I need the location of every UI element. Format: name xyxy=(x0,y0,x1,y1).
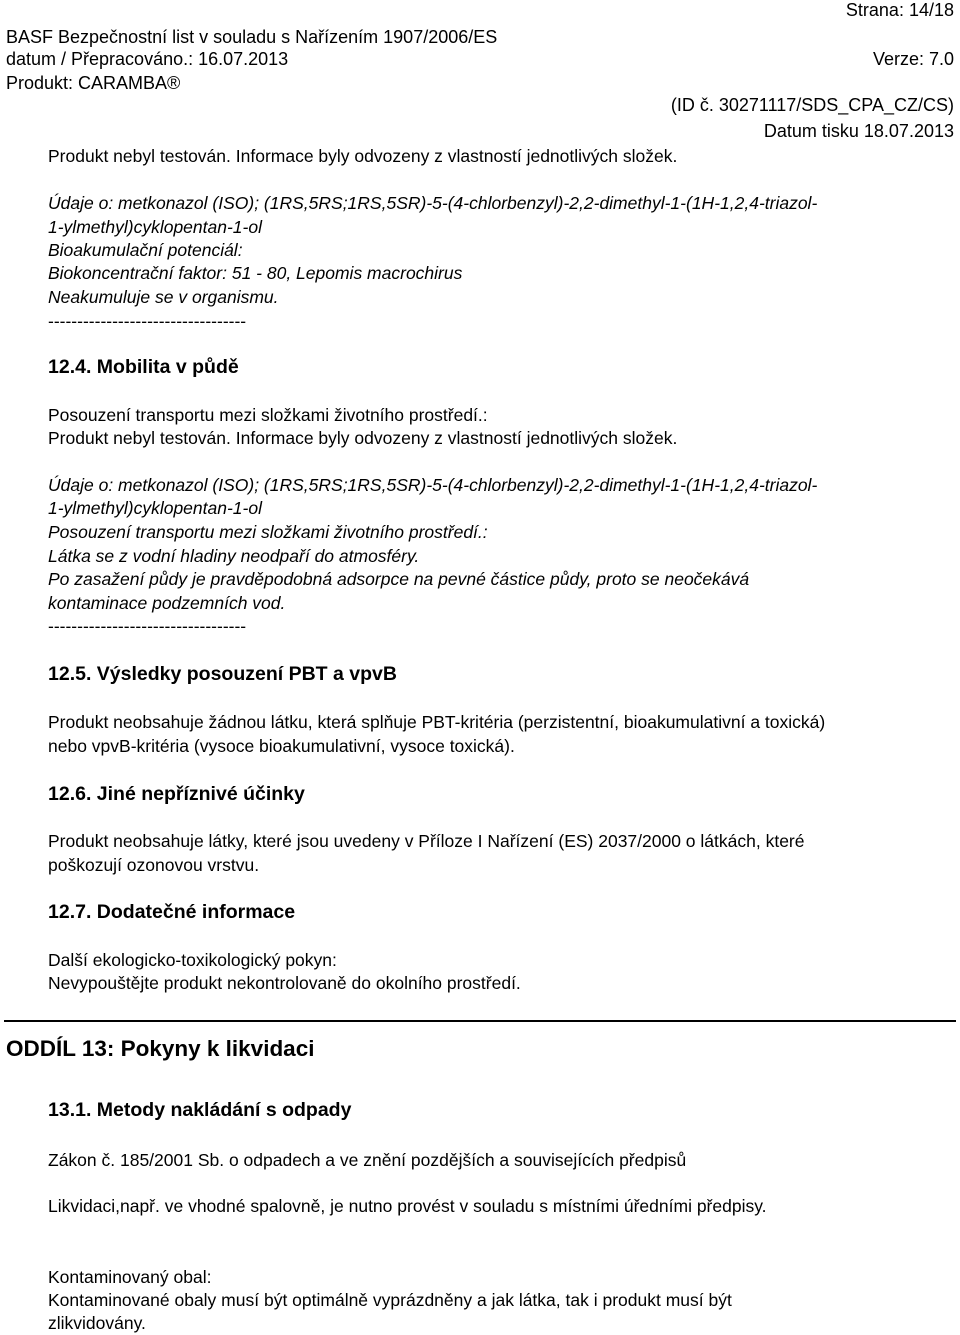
bioaccumulation-note: Neakumuluje se v organismu. xyxy=(48,287,279,307)
transport-assessment-label: Posouzení transportu mezi složkami životního prostředí.: xyxy=(48,405,488,425)
pbt-text-line1: Produkt neobsahuje žádnou látku, která splňuje PBT-kritéria (perzistentní, bioakumulativní a toxická) xyxy=(48,712,826,732)
substance-info-line2: 1-ylmethyl)cyklopentan-1-ol xyxy=(48,217,262,237)
section-13-heading: ODDÍL 13: Pokyny k likvidaci xyxy=(6,1036,315,1061)
waste-law-text: Zákon č. 185/2001 Sb. o odpadech a ve znění pozdějších a souvisejících předpisů xyxy=(48,1150,687,1170)
product-name: Produkt: CARAMBA® xyxy=(6,73,181,93)
ozone-text-line1: Produkt neobsahuje látky, které jsou uvedeny v Příloze I Nařízení (ES) 2037/2000 o látkách, které xyxy=(48,831,805,851)
disposal-text: Likvidaci,např. ve vhodné spalovně, je nutno provést v souladu s místními úředními předpisy. xyxy=(48,1196,767,1216)
section-13-1-heading: 13.1. Metody nakládání s odpady xyxy=(48,1099,352,1121)
substance-info-line2: 1-ylmethyl)cyklopentan-1-ol xyxy=(48,498,262,518)
page-number: Strana: 14/18 xyxy=(845,0,954,20)
packaging-text-line1: Kontaminované obaly musí být optimálně vyprázdněny a jak látka, tak i produkt musí být xyxy=(48,1290,732,1310)
section-12-6-heading: 12.6. Jiné nepříznivé účinky xyxy=(48,783,305,805)
bioaccumulation-label: Bioakumulační potenciál: xyxy=(48,240,243,260)
substance-info-line1: Údaje o: metkonazol (ISO); (1RS,5RS;1RS,5SR)-5-(4-chlorbenzyl)-2,2-dimethyl-1-(1H-1,2,4-triazol- xyxy=(48,475,818,495)
ecotox-text: Nevypouštějte produkt nekontrolovaně do okolního prostředí. xyxy=(48,973,521,993)
section-12-5-heading: 12.5. Výsledky posouzení PBT a vpvB xyxy=(48,663,397,685)
ozone-text-line2: poškozují ozonovou vrstvu. xyxy=(48,855,260,875)
print-date: Datum tisku 18.07.2013 xyxy=(763,121,954,141)
evaporation-note: Látka se z vodní hladiny neodpaří do atmosféry. xyxy=(48,546,420,566)
separator: ---------------------------------- xyxy=(48,616,247,636)
section-12-4-heading: 12.4. Mobilita v půdě xyxy=(48,356,239,378)
section-divider xyxy=(4,1020,956,1022)
separator: ---------------------------------- xyxy=(48,311,247,331)
substance-info-line1: Údaje o: metkonazol (ISO); (1RS,5RS;1RS,5SR)-5-(4-chlorbenzyl)-2,2-dimethyl-1-(1H-1,2,4-triazol- xyxy=(48,193,818,213)
product-not-tested-note: Produkt nebyl testován. Informace byly odvozeny z vlastností jednotlivých složek. xyxy=(48,428,678,448)
bioconcentration-factor: Biokoncentrační faktor: 51 - 80, Lepomis macrochirus xyxy=(48,263,463,283)
document-title: BASF Bezpečnostní list v souladu s Nařízením 1907/2006/ES xyxy=(6,27,498,47)
section-12-7-heading: 12.7. Dodatečné informace xyxy=(48,901,296,923)
version: Verze: 7.0 xyxy=(872,49,954,69)
packaging-label: Kontaminovaný obal: xyxy=(48,1267,212,1287)
transport-assessment-label-italic: Posouzení transportu mezi složkami životního prostředí.: xyxy=(48,522,488,542)
revision-date: datum / Přepracováno.: 16.07.2013 xyxy=(6,49,289,69)
ecotox-label: Další ekologicko-toxikologický pokyn: xyxy=(48,950,337,970)
product-not-tested-note: Produkt nebyl testován. Informace byly odvozeny z vlastností jednotlivých složek. xyxy=(48,146,678,166)
soil-adsorption-line1: Po zasažení půdy je pravděpodobná adsorpce na pevné částice půdy, proto se neočekává xyxy=(48,569,750,589)
document-id: (ID č. 30271117/SDS_CPA_CZ/CS) xyxy=(670,95,954,115)
pbt-text-line2: nebo vpvB-kritéria (vysoce bioakumulativní, vysoce toxická). xyxy=(48,736,515,756)
packaging-text-line2: zlikvidovány. xyxy=(48,1313,146,1333)
soil-adsorption-line2: kontaminace podzemních vod. xyxy=(48,593,286,613)
